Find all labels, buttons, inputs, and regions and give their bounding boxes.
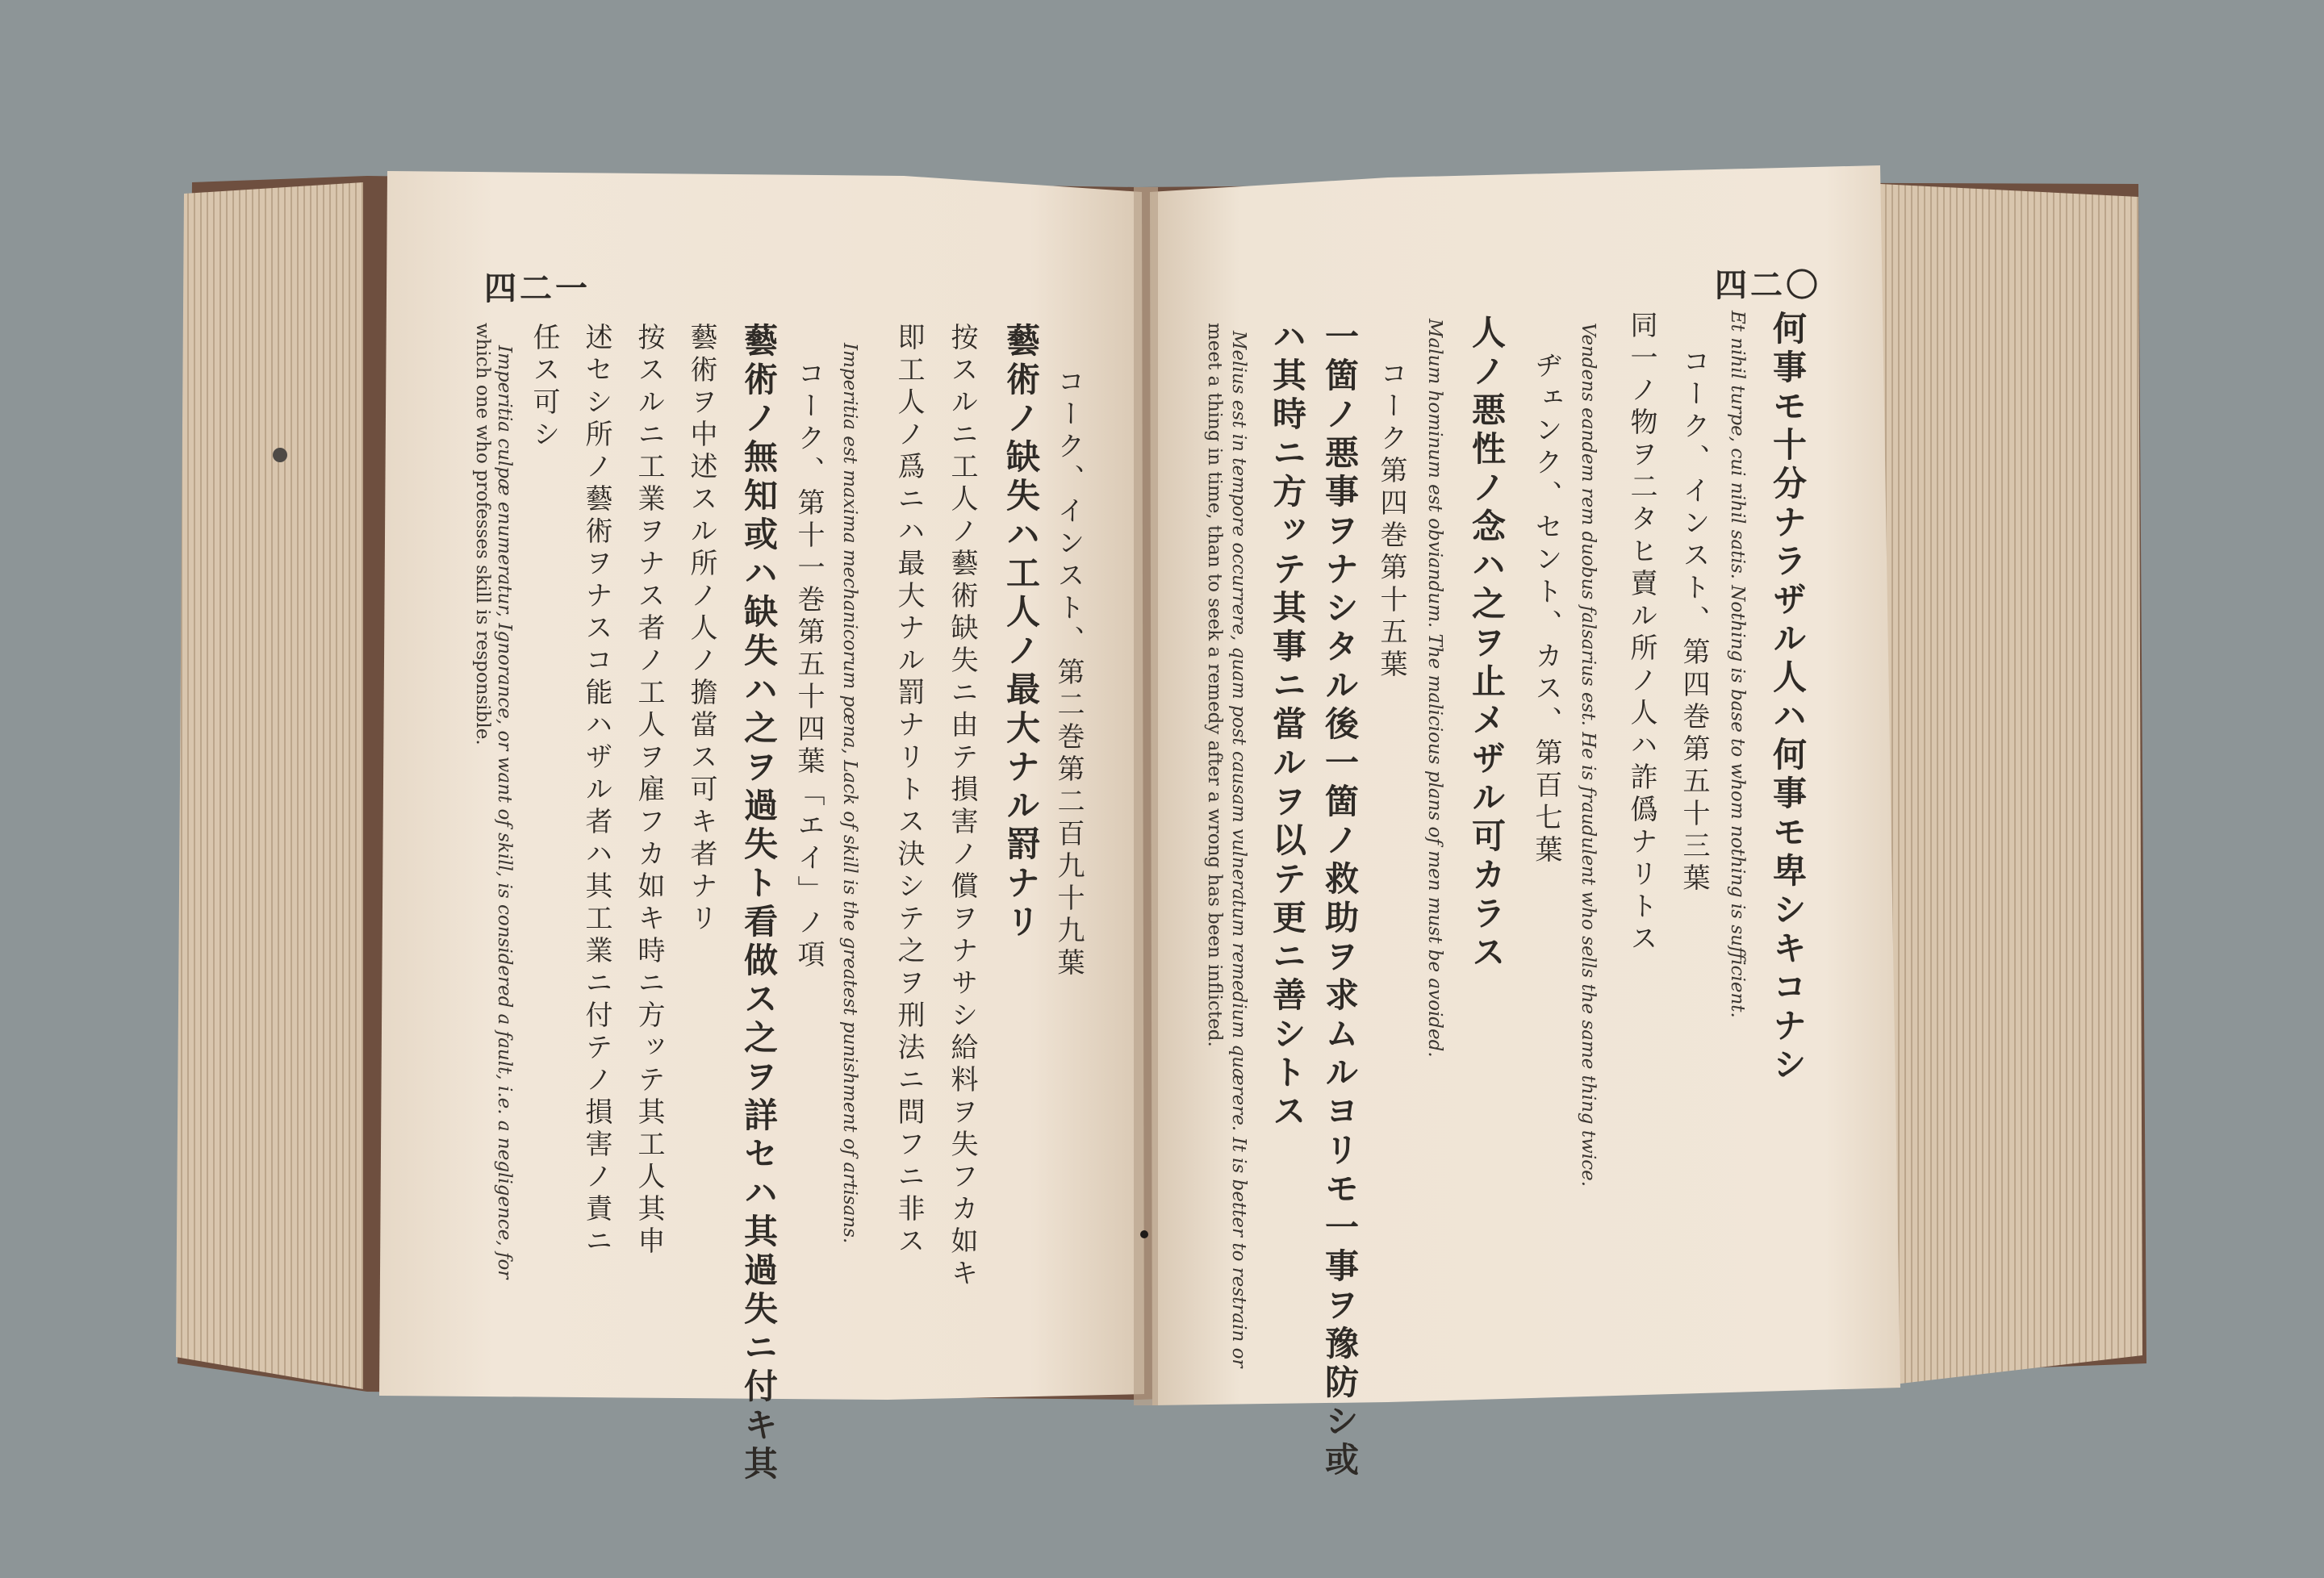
left-line-2: 藝術ノ缺失ハ工人ノ最大ナル罸ナリ [1001, 323, 1041, 942]
left-line-7: 藝術ノ無知或ハ缺失ハ之ヲ過失ト看做ス之ヲ詳セハ其過失ニ付キ其 [739, 323, 779, 1484]
gutter [1134, 187, 1158, 1405]
left-line-4: 即工人ノ爲ニハ最大ナル罰ナリトス決シテ之ヲ刑法ニ問フニ非ス [892, 323, 925, 1259]
left-line-9: 按スルニ工業ヲナス者ノ工人ヲ雇フカ如キ時ニ方ッテ其工人其申 [633, 323, 665, 1259]
left-line-1: コーク、インスト、第二巻第二百九十九葉 [1052, 367, 1085, 980]
right-page-edges [1880, 184, 2142, 1386]
right-line-2: Et nihil turpe, cui nihil satis. Nothing is base to whom nothing is sufficient. [1727, 311, 1748, 1018]
right-line-13: meet a thing in time, than to seek a remedy after a wrong has been inflicted. [1204, 323, 1225, 1047]
right-line-12: Melius est in tempore occurrere, quam post causam vulneratum remedium quærere. It is better to restrain or [1228, 331, 1249, 1368]
right-line-8: Malum hominum est obviandum. The malicious plans of men must be avoided. [1424, 319, 1445, 1058]
page-hole [273, 448, 287, 462]
left-line-5: Imperitia est maxima mechanicorum pœna, Lack of skill is the greatest punishment of artisans. [839, 343, 860, 1244]
right-line-11: ハ其時ニ方ッテ其事ニ當ルヲ以テ更ニ善シトス [1268, 319, 1307, 1132]
right-line-4: 同一ノ物ヲ二タヒ賣ル所ノ人ハ詐僞ナリトス [1625, 311, 1657, 956]
right-line-10: 一箇ノ悪事ヲナシタル後一箇ノ救助ヲ求ムルヨリモ一事ヲ豫防シ或 [1320, 319, 1360, 1480]
right-line-3: コーク、インスト、第四巻第五十三葉 [1678, 347, 1710, 895]
left-line-11: 任ス可シ [528, 323, 560, 452]
left-line-8: 藝術ヲ中述スル所ノ人ノ擔當ス可キ者ナリ [685, 323, 717, 936]
right-line-7: 人ノ悪性ノ念ハ之ヲ止メザル可カラス [1467, 315, 1507, 973]
right-line-9: コーク第四巻第十五葉 [1375, 359, 1407, 682]
left-page-edges [176, 182, 363, 1389]
right-line-5: Vendens eandem rem duobus falsarius est. He is fraudulent who sells the same thing twice. [1578, 323, 1599, 1188]
left-line-10: 述セシ所ノ藝術ヲナスコ能ハザル者ハ其工業ニ付テノ損害ノ責ニ [580, 323, 612, 1259]
left-line-12: Imperitia culpæ enumeratur, Ignorance, or want of skill, is considered a fault, i.e. a negligence, for [494, 345, 515, 1280]
left-line-13: which one who professes skill is responsible. [472, 323, 493, 745]
right-line-1: 何事モ十分ナラザル人ハ何事モ卑シキコナシ [1768, 311, 1808, 1085]
left-page-folio: 四二一 [484, 269, 591, 307]
right-line-6: ヂェンク、セント、カス、第百七葉 [1530, 351, 1562, 867]
thread-mark [1140, 1230, 1148, 1238]
left-line-3: 按スルニ工人ノ藝術缺失ニ由テ損害ノ償ヲナサシ給料ヲ失フカ如キ [946, 323, 978, 1291]
left-line-6: コーク、第十一巻第五十四葉「エイ」ノ項 [792, 359, 825, 972]
right-page-folio: 四二〇 [1715, 266, 1821, 304]
